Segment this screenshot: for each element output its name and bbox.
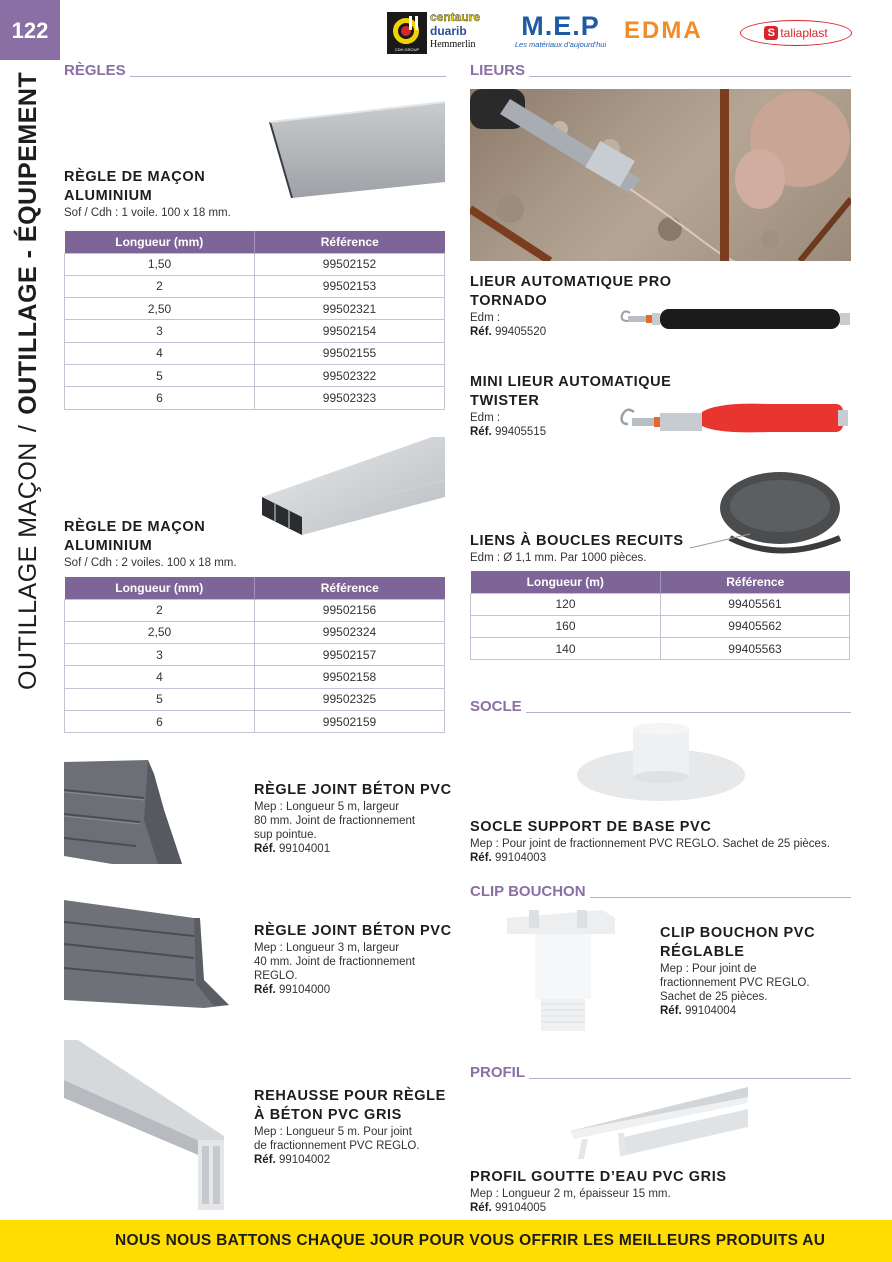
product-title: RÈGLE DE MAÇON — [64, 169, 206, 185]
rehausse-pvc-image — [64, 1040, 224, 1212]
ref-value: 99104001 — [278, 843, 331, 855]
product-description: 80 mm. Joint de fractionnement — [254, 815, 416, 827]
product-reference — [254, 983, 449, 997]
cell-reference: 99502156 — [255, 599, 445, 621]
ref-label: Réf. — [470, 852, 492, 864]
cell-longueur: 160 — [471, 615, 661, 637]
cell-reference: 99502155 — [255, 342, 445, 364]
table-row — [471, 615, 850, 637]
section-header-lieurs — [470, 61, 851, 79]
section-title: RÈGLES — [64, 62, 126, 79]
product-reference — [660, 1004, 855, 1018]
product-joint-beton-2 — [254, 922, 452, 997]
product-title: RÈGLE DE MAÇON — [64, 519, 206, 535]
cell-longueur: 5 — [65, 688, 255, 710]
section-header-socle — [470, 697, 851, 715]
product-rehausse — [254, 1087, 449, 1167]
section-title: LIEURS — [470, 62, 526, 79]
product-title: ALUMINIUM — [64, 188, 153, 204]
cell-longueur: 6 — [65, 710, 255, 732]
cell-longueur: 2 — [65, 599, 255, 621]
socle-base-image — [575, 723, 747, 803]
column-header-longueur: Longueur (mm) — [65, 577, 255, 599]
reference-table-regle-alu-1 — [64, 231, 445, 410]
cell-reference: 99502322 — [255, 364, 445, 386]
ref-label: Réf. — [470, 1202, 492, 1214]
pvc-joint-40mm-image — [64, 900, 229, 1012]
product-title: TWISTER — [470, 393, 540, 409]
table-row — [471, 593, 850, 615]
cell-reference: 99502324 — [255, 621, 445, 643]
footer-slogan: NOUS NOUS BATTONS CHAQUE JOUR POUR VOUS OFFRIR LES MEILLEURS PRODUITS AU — [115, 1232, 826, 1249]
ref-value: 99104004 — [684, 1005, 737, 1017]
cell-reference: 99502157 — [255, 644, 445, 666]
product-title: TORNADO — [470, 293, 548, 309]
cell-longueur: 140 — [471, 638, 661, 660]
product-title: PROFIL GOUTTE D’EAU PVC GRIS — [470, 1169, 727, 1185]
side-title-separator: / — [14, 424, 42, 433]
product-description: Sachet de 25 pièces. — [660, 991, 768, 1003]
product-title: MINI LIEUR AUTOMATIQUE — [470, 374, 672, 390]
cell-reference: 99502152 — [255, 253, 445, 275]
cell-longueur: 2,50 — [65, 298, 255, 320]
cell-reference: 99502321 — [255, 298, 445, 320]
column-header-reference: Référence — [255, 231, 445, 253]
table-row — [65, 599, 445, 621]
section-title: SOCLE — [470, 698, 522, 715]
cell-reference: 99502158 — [255, 666, 445, 688]
section-rule — [529, 76, 851, 77]
cdh-logo-caption: CDH GROUP — [394, 47, 420, 52]
ref-label: Réf. — [470, 426, 492, 438]
page-number-text: 122 — [11, 18, 49, 43]
table-row — [65, 666, 445, 688]
cell-reference: 99405562 — [661, 615, 850, 637]
italiaplast-logo — [740, 20, 852, 46]
mep-logo-title: M.E.P — [521, 11, 600, 41]
section-title: PROFIL — [470, 1064, 525, 1081]
product-description: Sof / Cdh : 1 voile. 100 x 18 mm. — [64, 207, 231, 219]
ref-label: Réf. — [254, 984, 276, 996]
product-title: LIEUR AUTOMATIQUE PRO — [470, 274, 672, 290]
cell-reference: 99405561 — [661, 593, 850, 615]
product-joint-beton-1 — [254, 781, 452, 856]
column-header-longueur: Longueur (mm) — [65, 231, 255, 253]
table-row — [65, 710, 445, 732]
hemmerlin-logo: Hemmerlin — [430, 39, 476, 50]
reference-table-liens-boucles — [470, 571, 850, 660]
side-title — [14, 70, 50, 690]
table-row — [65, 364, 445, 386]
section-rule — [590, 897, 851, 898]
cell-reference: 99502323 — [255, 387, 445, 409]
table-row — [65, 320, 445, 342]
reference-table-regle-alu-2 — [64, 577, 445, 733]
section-header-clip-bouchon — [470, 882, 851, 900]
product-title: RÈGLE JOINT BÉTON PVC — [254, 782, 452, 798]
product-description: Mep : Longueur 3 m, largeur — [254, 942, 400, 954]
ref-label: Réf. — [470, 326, 492, 338]
product-description: de fractionnement PVC REGLO. — [254, 1140, 420, 1152]
ref-label: Réf. — [660, 1005, 682, 1017]
product-liens-boucles — [470, 532, 710, 565]
table-row — [471, 638, 850, 660]
lieur-in-use-photo — [470, 89, 851, 261]
product-title: LIENS À BOUCLES RECUITS — [470, 533, 684, 549]
edma-logo: EDMA — [624, 17, 703, 44]
wire-loops-bundle-image — [690, 468, 850, 563]
cell-reference: 99502154 — [255, 320, 445, 342]
cell-longueur: 2 — [65, 275, 255, 297]
cell-longueur: 6 — [65, 387, 255, 409]
product-title: SOCLE SUPPORT DE BASE PVC — [470, 819, 712, 835]
cell-reference: 99502159 — [255, 710, 445, 732]
cell-reference: 99502325 — [255, 688, 445, 710]
tornado-tool-image — [618, 305, 853, 333]
column-header-reference: Référence — [661, 571, 850, 593]
centaure-logo: centaure — [430, 10, 481, 24]
cdh-group-logo — [387, 12, 427, 54]
column-header-longueur: Longueur (m) — [471, 571, 661, 593]
ref-value: 99104003 — [494, 852, 547, 864]
product-description: sup pointue. — [254, 829, 317, 841]
product-clip-bouchon — [660, 924, 855, 1018]
product-description: Mep : Longueur 2 m, épaisseur 15 mm. — [470, 1188, 671, 1200]
column-header-reference: Référence — [255, 577, 445, 599]
mep-logo-subtitle: Les matériaux d'aujourd'hui — [514, 40, 607, 49]
ref-label: Réf. — [254, 843, 276, 855]
mep-logo — [503, 12, 618, 52]
page-number — [0, 0, 60, 60]
table-row — [65, 298, 445, 320]
product-title: À BÉTON PVC GRIS — [254, 1107, 402, 1123]
table-row — [65, 253, 445, 275]
product-description: Mep : Longueur 5 m. Pour joint — [254, 1126, 412, 1138]
table-row — [65, 644, 445, 666]
profil-goutte-eau-image — [570, 1087, 750, 1162]
aluminium-ruler-1-voile-image — [262, 100, 445, 200]
cell-longueur: 4 — [65, 342, 255, 364]
brand-logos-stack — [430, 10, 505, 56]
clip-bouchon-image — [505, 908, 615, 1033]
aluminium-ruler-2-voiles-image — [262, 435, 445, 535]
product-profil — [470, 1168, 855, 1215]
ref-value: 99104005 — [494, 1202, 547, 1214]
side-title-section: OUTILLAGE - ÉQUIPEMENT — [14, 71, 42, 415]
section-title: CLIP BOUCHON — [470, 883, 586, 900]
italiaplast-logo-text: taliaplast — [780, 26, 828, 40]
duarib-logo: duarib — [430, 24, 467, 38]
product-description: Mep : Longueur 5 m, largeur — [254, 801, 400, 813]
side-title-category: OUTILLAGE MAÇON — [14, 442, 42, 690]
table-row — [65, 342, 445, 364]
cell-longueur: 5 — [65, 364, 255, 386]
ref-label: Réf. — [254, 1154, 276, 1166]
cell-reference: 99502153 — [255, 275, 445, 297]
section-rule — [529, 1078, 851, 1079]
section-header-regles — [64, 61, 446, 79]
product-description: Edm : Ø 1,1 mm. Par 1000 pièces. — [470, 552, 647, 564]
product-reference — [254, 842, 449, 856]
footer-banner — [0, 1220, 892, 1262]
product-socle — [470, 818, 855, 865]
product-description: fractionnement PVC REGLO. — [660, 977, 810, 989]
cell-longueur: 1,50 — [65, 253, 255, 275]
product-title: RÈGLE JOINT BÉTON PVC — [254, 923, 452, 939]
product-regle-alu-1 — [64, 168, 264, 220]
product-reference — [254, 1153, 449, 1167]
product-title: RÉGLABLE — [660, 944, 745, 960]
ref-value: 99104000 — [278, 984, 331, 996]
product-description: Mep : Pour joint de — [660, 963, 757, 975]
product-description: Sof / Cdh : 2 voiles. 100 x 18 mm. — [64, 557, 237, 569]
cell-reference: 99405563 — [661, 638, 850, 660]
cell-longueur: 2,50 — [65, 621, 255, 643]
table-row — [65, 688, 445, 710]
product-regle-alu-2 — [64, 518, 264, 570]
table-row — [65, 387, 445, 409]
product-title: REHAUSSE POUR RÈGLE — [254, 1088, 446, 1104]
cell-longueur: 4 — [65, 666, 255, 688]
section-rule — [130, 76, 446, 77]
section-header-profil — [470, 1063, 851, 1081]
product-description: 40 mm. Joint de fractionnement — [254, 956, 416, 968]
twister-tool-image — [618, 398, 853, 438]
italiaplast-s-icon: S — [764, 26, 778, 40]
ref-value: 99405520 — [494, 326, 547, 338]
table-row — [65, 621, 445, 643]
cell-longueur: 120 — [471, 593, 661, 615]
table-row — [65, 275, 445, 297]
product-title: ALUMINIUM — [64, 538, 153, 554]
product-title: CLIP BOUCHON PVC — [660, 925, 816, 941]
ref-value: 99405515 — [494, 426, 547, 438]
pvc-joint-80mm-image — [64, 760, 184, 870]
product-description: REGLO. — [254, 970, 298, 982]
section-rule — [526, 712, 851, 713]
product-description: Edm : — [470, 312, 501, 324]
product-reference — [470, 1201, 855, 1215]
cell-longueur: 3 — [65, 320, 255, 342]
product-description: Mep : Pour joint de fractionnement PVC REGLO. Sachet de 25 pièces. — [470, 838, 830, 850]
ref-value: 99104002 — [278, 1154, 331, 1166]
product-reference — [470, 851, 855, 865]
cell-longueur: 3 — [65, 644, 255, 666]
product-description: Edm : — [470, 412, 501, 424]
